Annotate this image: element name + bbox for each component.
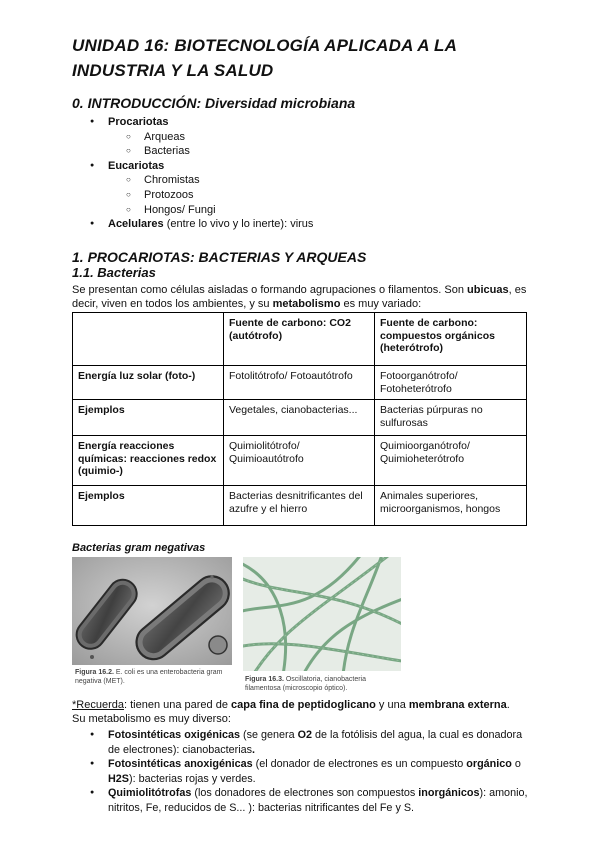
list-item: ● Eucariotas <box>72 159 532 174</box>
figures-heading: Bacterias gram negativas <box>72 542 206 554</box>
subsection-heading: 1.1. Bacterias <box>72 265 156 280</box>
list-item: ● Quimiolitótrofas (los donadores de electrones son compuestos inorgánicos): amonio, nitritos, Fe, reducidos de S... ): bacterias nitrificantes del Fe y S. <box>72 786 532 815</box>
table-cell: Bacterias púrpuras no sulfurosas <box>375 400 527 436</box>
section-heading: 1. PROCARIOTAS: BACTERIAS Y ARQUEAS <box>72 249 367 265</box>
list-item: ○ Bacterias <box>72 144 532 159</box>
table-cell <box>73 313 224 366</box>
table-row <box>73 436 527 486</box>
table-row-label: Energía luz solar (foto-) <box>73 366 224 400</box>
table-row-label: Energía reacciones químicas: reacciones redox (quimio-) <box>73 436 224 486</box>
list-item: ○ Arqueas <box>72 130 532 145</box>
list-item: ○ Protozoos <box>72 188 532 203</box>
table-cell: Animales superiores, microorganismos, hongos <box>375 486 527 526</box>
list-item: ● Procariotas <box>72 115 532 130</box>
bacteria-paragraph: Se presentan como células aisladas o formando agrupaciones o filamentos. Son ubicuas, es decir, viven en todos los ambientes, y su metabolismo es muy variado: <box>72 284 527 310</box>
list-item: ● Fotosintéticas anoxigénicas (el donador de electrones es un compuesto orgánico o H2S): bacterias rojas y verdes. <box>72 757 532 786</box>
ecoli-micrograph <box>72 557 232 665</box>
list-item: ○ Hongos/ Fungi <box>72 203 532 218</box>
recuerda-note: *Recuerda: tienen una pared de capa fina de peptidoglicano y una membrana externa. <box>72 699 510 711</box>
table-cell: Quimiolitótrofo/ Quimioautótrofo <box>224 436 375 486</box>
table-row-label: Ejemplos <box>73 400 224 436</box>
table-row <box>73 366 527 400</box>
table-cell: Vegetales, cianobacterias... <box>224 400 375 436</box>
table-cell: Bacterias desnitrificantes del azufre y el hierro <box>224 486 375 526</box>
intro-heading: 0. INTRODUCCIÓN: Diversidad microbiana <box>72 95 356 111</box>
table-row <box>73 486 527 526</box>
list-item: ● Fotosintéticas oxigénicas (se genera O2 de la fotólisis del agua, la cual es donadora de electrones): cianobacterias. <box>72 728 532 757</box>
table-row <box>73 400 527 436</box>
metabolism-list <box>72 728 532 815</box>
diversity-outline <box>72 115 532 232</box>
list-item: ● Acelulares (entre lo vivo y lo inerte): virus <box>72 217 532 232</box>
list-item: ○ Chromistas <box>72 173 532 188</box>
table-header-cell: Fuente de carbono: compuestos orgánicos (heterótrofo) <box>375 313 527 366</box>
table-cell: Fotolitótrofo/ Fotoautótrofo <box>224 366 375 400</box>
table-cell: Quimioorganótrofo/ Quimioheterótrofo <box>375 436 527 486</box>
table-header-cell: Fuente de carbono: CO2 (autótrofo) <box>224 313 375 366</box>
oscillatoria-micrograph <box>243 557 401 671</box>
figure-caption: Figura 16.2. E. coli es una enterobacteria gram negativa (MET). <box>75 669 223 685</box>
table-row-label: Ejemplos <box>73 486 224 526</box>
table-row <box>73 313 527 366</box>
metabolism-table <box>72 312 527 526</box>
page-title: UNIDAD 16: BIOTECNOLOGÍA APLICADA A LA INDUSTRIA Y LA SALUD <box>72 36 457 80</box>
metabolism-intro: Su metabolismo es muy diverso: <box>72 713 231 725</box>
figure-caption: Figura 16.3. Oscillatoria, cianobacteria filamentosa (microscopio óptico). <box>245 676 366 692</box>
table-cell: Fotoorganótrofo/ Fotoheterótrofo <box>375 366 527 400</box>
